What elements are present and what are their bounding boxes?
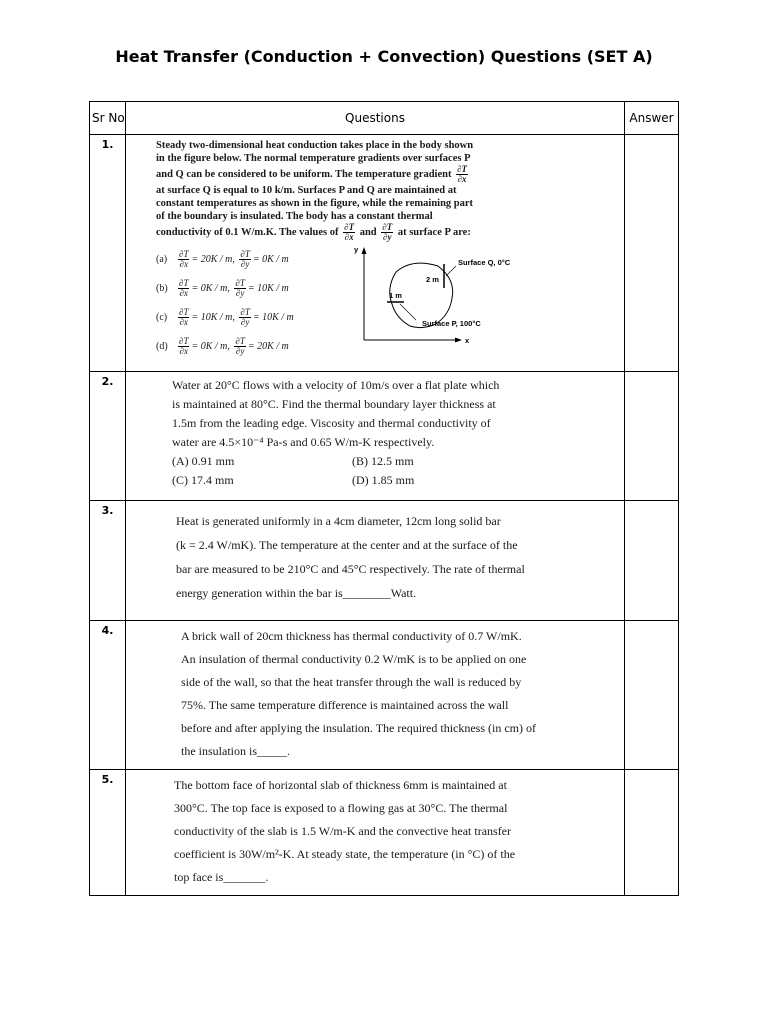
choice-c: (C) 17.4 mm: [172, 473, 234, 487]
question-paragraph: Steady two-dimensional heat conduction takes place in the body shown in the figure below. The normal temperature gradients over surfaces P and Q can be considered to be uniform. The temperature gradient $\frac{\partial T}{\partial x}$ at surface Q is equal to 10 k/m. Surfaces P and Q are maintained at constant temperatures as shown in the figure, while the remaining part of the boundary is insulated. The body has a constant thermal conductivity of 0.1 W/m.K. The values of $\frac{\partial T}{\partial x}$ and $\frac{\partial T}{\partial y}$ at surface P are:: [156, 140, 474, 242]
table-row: [90, 135, 679, 372]
question-text: The bottom face of horizontal slab of thickness 6mm is maintained at 300°C. The top face is exposed to a flowing gas at 30°C. The thermal conductivity of the slab is 1.5 W/m-K and the convective heat transfer coefficient is 30W/m²-K. At steady state, the temperature (in °C) of the top face is_______.: [126, 770, 625, 896]
option-d: (d) $\frac{\partial T}{\partial x}$ = 0K / m, $\frac{\partial T}{\partial y}$ = 20K / m: [156, 336, 289, 356]
option-c: (c) $\frac{\partial T}{\partial x}$ = 10K / m, $\frac{\partial T}{\partial y}$ = 10K / m: [156, 307, 294, 327]
body-figure: [352, 242, 552, 360]
question-text: [126, 135, 625, 372]
option-b: (b) $\frac{\partial T}{\partial x}$ = 0K / m, $\frac{\partial T}{\partial y}$ = 10K / m: [156, 278, 289, 298]
choices-row-1: [172, 452, 594, 471]
x-axis-label: x: [465, 336, 470, 345]
table-row: [90, 372, 679, 501]
choices-row-2: [172, 471, 594, 490]
choice-b: (B) 12.5 mm: [352, 454, 414, 468]
table-row: [90, 501, 679, 621]
header-sr-no: Sr No: [90, 102, 126, 135]
options-and-figure: [156, 242, 620, 367]
dimension-1m-label: 1 m: [389, 291, 402, 300]
header-answer: Answer: [625, 102, 679, 135]
table-row: [90, 621, 679, 770]
surface-q-label: Surface Q, 0°C: [458, 258, 511, 267]
table-row: [90, 770, 679, 896]
question-number: 1.: [90, 135, 126, 372]
table-header-row: [90, 102, 679, 135]
answer-cell[interactable]: [625, 770, 679, 896]
option-a: (a) $\frac{\partial T}{\partial x}$ = 20K / m, $\frac{\partial T}{\partial y}$ = 0K / m: [156, 249, 289, 269]
question-number: 5.: [90, 770, 126, 896]
question-number: 3.: [90, 501, 126, 621]
question-number: 4.: [90, 621, 126, 770]
fraction-dt-dx: $\frac{\partial T}{\partial x}$: [457, 164, 468, 184]
question-number: 2.: [90, 372, 126, 501]
answer-cell[interactable]: [625, 372, 679, 501]
surface-p-label: Surface P, 100°C: [422, 319, 481, 328]
question-text: Heat is generated uniformly in a 4cm diameter, 12cm long solid bar (k = 2.4 W/mK). The temperature at the center and at the surface of the bar are measured to be 210°C and 45°C respectively. The rate of thermal energy generation within the bar is________Watt.: [126, 501, 625, 621]
choice-a: (A) 0.91 mm: [172, 454, 235, 468]
answer-cell[interactable]: [625, 621, 679, 770]
choice-d: (D) 1.85 mm: [352, 473, 415, 487]
document-title: Heat Transfer (Conduction + Convection) Questions (SET A): [115, 47, 653, 66]
header-questions: Questions: [126, 102, 625, 135]
questions-table: [89, 101, 679, 896]
dimension-2m-label: 2 m: [426, 275, 439, 284]
question-text: Water at 20°C flows with a velocity of 10m/s over a flat plate which is maintained at 80°C. Find the thermal boundary layer thickness at 1.5m from the leading edge. Viscosity and thermal conductivity of water are 4.5×10⁻⁴ Pa-s and 0.65 W/m-K respectively. (A) 0.91 mm (B) 12.5 mm (C) 17.4 mm (D) 1.85 mm: [126, 372, 625, 501]
question-text: A brick wall of 20cm thickness has thermal conductivity of 0.7 W/mK. An insulation of thermal conductivity 0.2 W/mK is to be applied on one side of the wall, so that the heat transfer through the wall is reduced by 75%. The same temperature difference is maintained across the wall before and after applying the insulation. The required thickness (in cm) of the insulation is_____.: [126, 621, 625, 770]
answer-cell[interactable]: [625, 135, 679, 372]
answer-cell[interactable]: [625, 501, 679, 621]
y-axis-label: y: [354, 245, 359, 254]
